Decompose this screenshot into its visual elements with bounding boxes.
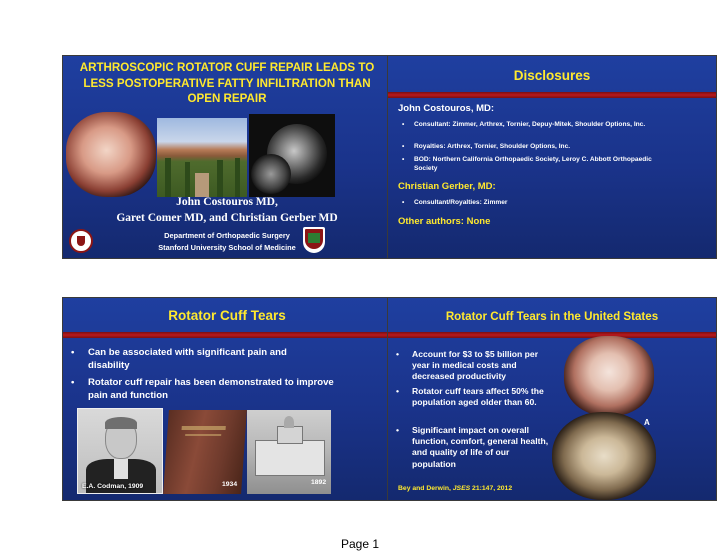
bullet-dot: • [396,386,400,396]
slide2-title: Disclosures [513,68,591,83]
slide4-bullet-text: Significant impact on overall function, comfort, general health, and quality of life of our population [412,425,549,469]
slide2-other: Other authors: None [398,216,491,227]
slide1-title: ARTHROSCOPIC ROTATOR CUFF REPAIR LEADS TO LESS POSTOPERATIVE FATTY INFILTRATION THAN OPEN REPAIR [79,61,375,105]
slide3-bullet-text: Rotator cuff repair has been demonstrated to improve pain and function [88,377,334,401]
slide-disclosures [387,55,717,259]
slide4-bullet [396,425,554,470]
slide-rotator-cuff-tears [62,297,392,501]
arthroscopy-photo-2 [552,412,656,500]
slide-rotator-cuff-us [387,297,717,501]
slide1-school: Stanford University School of Medicine [158,243,296,252]
slide-title [62,55,392,259]
slide3-divider [63,332,391,338]
bullet-dot: • [71,347,75,358]
photo-label: A [644,418,650,427]
slide1-author2: Garet Comer MD, and Christian Gerber MD [116,212,338,224]
citation-journal: JSES [452,485,471,492]
arthroscopy-photo-1 [564,336,654,416]
slide2-divider [388,92,716,98]
citation-rest: 21:147, 2012 [470,485,513,492]
slide2-p1-item [402,155,652,174]
bullet-dot: • [396,425,400,435]
slide4-bullet [396,386,546,408]
shield-logo [303,227,325,253]
slide2-p1-item-text: Consultant: Zimmer, Arthrex, Tornier, Depuy-Mitek, Shoulder Options, Inc. [414,121,646,128]
slide4-title: Rotator Cuff Tears in the United States [445,310,659,323]
slide4-bullet [396,349,554,383]
slide2-p1-item [402,120,702,129]
slide4-citation [398,485,512,492]
arthroscopy-photo [66,112,156,197]
codman-portrait-photo [77,408,163,494]
book-caption: 1934 [222,481,238,488]
mri-photo [249,114,335,197]
bullet-dot: • [396,349,400,359]
slide2-p1-item [402,142,702,151]
slide2-p2-item [402,198,702,207]
bullet-dot: • [71,377,75,388]
slide2-p2-item-text: Consultant/Royalties: Zimmer [414,199,508,206]
slide3-bullet [71,346,321,372]
slide1-author1: John Costouros MD, [176,196,278,208]
bullet-dot: • [402,121,405,128]
bullet-dot: • [402,156,405,163]
codman-caption: E.A. Codman, 1909 [82,483,144,490]
slide4-bullet-text: Rotator cuff tears affect 50% the population aged older than 60. [412,386,544,408]
slide2-person1: John Costouros, MD: [398,103,495,114]
page-number: Page 1 [340,537,380,551]
slide4-bullet-text: Account for $3 to $5 billion per year in medical costs and decreased productivity [412,349,539,382]
bullet-dot: • [402,143,405,150]
slide2-p1-item-text: Royalties: Arthrex, Tornier, Shoulder Options, Inc. [414,143,571,150]
citation-authors: Bey and Derwin, [398,485,453,492]
slide4-divider [388,332,716,338]
campus-photo [157,118,247,197]
slide3-bullet-text: Can be associated with significant pain and disability [88,347,287,371]
slide2-person2: Christian Gerber, MD: [398,181,496,192]
slide1-dept: Department of Orthopaedic Surgery [164,231,290,240]
slide2-p1-item-text: BOD: Northern California Orthopaedic Society, Leroy C. Abbott Orthopaedic Society [414,156,652,173]
slide3-title: Rotator Cuff Tears [168,308,286,323]
bullet-dot: • [402,199,405,206]
slide3-bullet [71,376,341,402]
hospital-caption: 1892 [311,479,327,486]
